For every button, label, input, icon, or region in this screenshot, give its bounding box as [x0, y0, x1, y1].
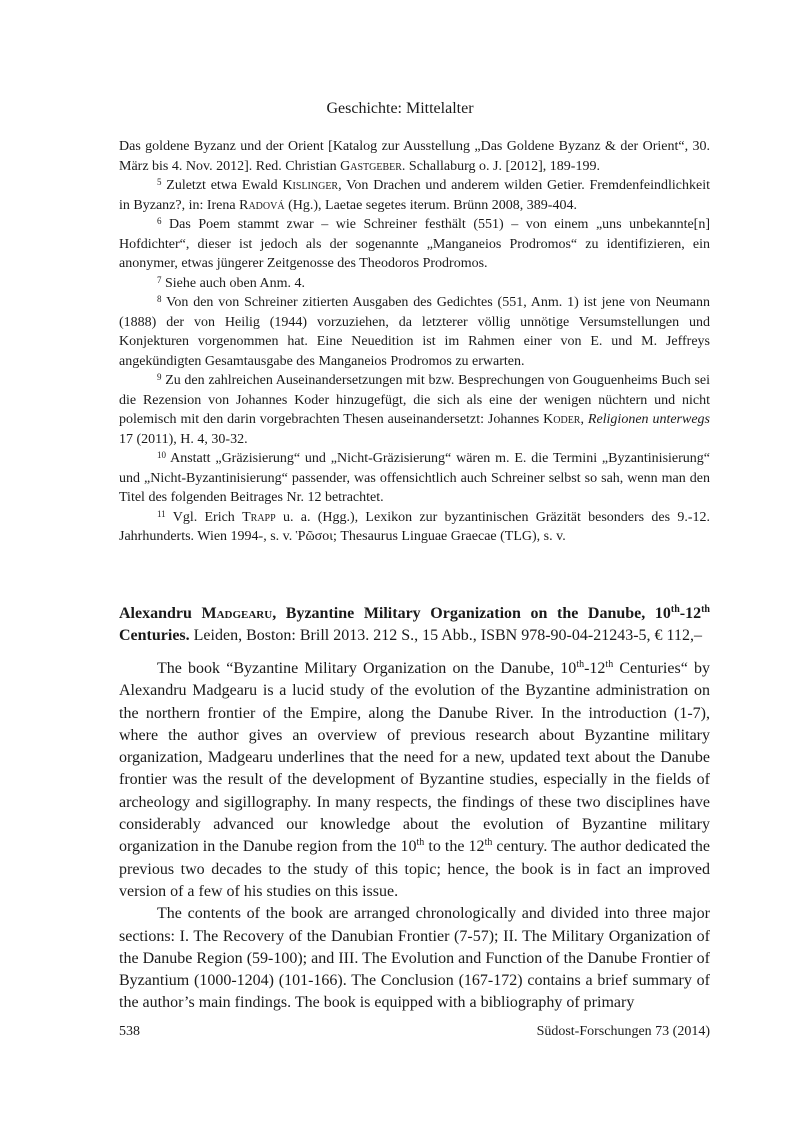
footnote-number: 9	[157, 372, 162, 382]
author-name: Koder	[543, 412, 581, 427]
review-body	[119, 658, 710, 1015]
footnote-7: $^7$ Siehe auch oben Anm. 4.	[157, 274, 305, 291]
footnote-number: 10	[157, 450, 166, 460]
author-name: Radová	[239, 197, 285, 213]
paragraph-1: The book “Byzantine Military Organization on the Danube, 10th-12th Centuries“ by Alexandru Madgearu is a lucid study of the evolution of the Byzantine administration on the northern frontier of the Empire, along the Danube River. In the introduction (1-7), where the author gives an overview of previous research about Byzantine military organization, Madgearu underlines that the need for a new, updated text about the Danube frontier was the result of the development of Byzantine studies, especially in the fields of archeology and sigillography. In many respects, the findings of these two disciplines have considerably advanced our knowledge about the evolution of Byzantine military organization in the Danube region from the 10th to the 12th century. The author dedicated the previous two decades to the study of this topic; hence, the book is in fact an improved version of a few of his studies on this issue.	[119, 659, 710, 900]
footnote-number: 11	[157, 508, 166, 519]
footnote-number: 5	[157, 177, 162, 187]
author-name: Kislinger	[282, 178, 339, 193]
footnote-5: $^5$ Zuletzt etwa Ewald Kislinger, Von Drachen und anderem wilden Getier. Fremdenfeindlichkeit in Byzanz?, in: Irena Radová (Hg.), Laetae segetes iterum. Brünn 2008, 389-404.	[119, 177, 710, 213]
footnotes	[119, 137, 710, 547]
journal-title: Religionen unterwegs	[587, 412, 710, 427]
footnote-9: $^9$ Zu den zahlreichen Auseinandersetzungen mit bzw. Besprechungen von Gouguenheims Buch sei die Rezension von Johannes Koder hinzugefügt, die sich als eine der wenigen nüchtern und nicht polemisch mit den darin vorgebrachten Thesen auseinandersetzt: Johannes Koder, Religionen unterwegs 17 (2011), H. 4, 30-32.	[119, 372, 710, 447]
review-title: Alexandru Madgearu, Byzantine Military Organization on the Danube, 10th-12th Centuries.	[119, 604, 710, 644]
running-header: Geschichte: Mittelalter	[326, 100, 474, 117]
footnote-number: 7	[157, 274, 162, 285]
paragraph-2: The contents of the book are arranged chronologically and divided into three major sections: I. The Recovery of the Danubian Frontier (7-57); II. The Military Organization of the Danube Region (59-100); and III. The Evolution and Function of the Danube Frontier of Byzantium (1000-1204) (101-166). The Conclusion (167-172) contains a brief summary of the author’s main findings. The book is equipped with a bibliography of primary	[119, 905, 710, 1012]
footnote-continuation: Das goldene Byzanz und der Orient [Katalog zur Ausstellung „Das Goldene Byzanz & der Orient“, 30. März bis 4. Nov. 2012]. Red. Christian Gastgeber. Schallaburg o. J. [2012], 189-199.	[119, 139, 710, 174]
author-name: Gastgeber	[340, 158, 402, 174]
footnote-8: $^8$ Von den von Schreiner zitierten Ausgaben des Gedichtes (551, Anm. 1) ist jene von Neumann (1888) der von Heilig (1944) vorzuziehen, da letzterer völlig unnötige Versumstellungen und Konjekturen vorgenommen hat. Eine Neuedition ist im Rahmen einer von E. und M. Jeffreys angekündigten Gesamtausgabe des Manganeios Prodromos zu erwarten.	[119, 294, 711, 369]
footnote-10: $^{10}$ Anstatt „Gräzisierung“ und „Nicht-Gräzisierung“ wären m. E. die Termini „Byzantinisierung“ und „Nicht-Byzantinisierung“ passender, was offensichtlich auch Schreiner selbst so sah, wenn man den Titel des folgenden Beitrages Nr. 12 betrachtet.	[119, 450, 711, 505]
footnote-number: 6	[157, 216, 162, 226]
publication-details: Leiden, Boston: Brill 2013. 212 S., 15 Abb., ISBN 978-90-04-21243-5, € 112,–	[189, 627, 702, 644]
book-review	[119, 603, 710, 1015]
footnote-6: $^6$ Das Poem stammt zwar – wie Schreiner festhält (551) – von einem „uns unbekannte[n] Hofdichter“, dieser ist jedoch als der sogenannte „Manganeios Prodromos“ zu identifizieren, ein anonymer, etwas jüngerer Zeitgenosse des Theodoros Prodromos.	[119, 216, 711, 271]
page-number: 538	[119, 1024, 140, 1039]
review-heading	[119, 603, 710, 647]
author-name: Trapp	[242, 509, 276, 525]
footnote-11: $^{11}$ Vgl. Erich Trapp u. a. (Hgg.), Lexikon zur byzantinischen Gräzität besonders des 9.-12. Jahrhunderts. Wien 1994-, s. v. Ῥῶσοι; Thesaurus Linguae Graecae (TLG), s. v.	[119, 508, 711, 544]
footnote-number: 8	[157, 294, 162, 304]
author-name: Madgearu	[201, 605, 273, 622]
journal-citation: Südost-Forschungen 73 (2014)	[536, 1024, 710, 1039]
